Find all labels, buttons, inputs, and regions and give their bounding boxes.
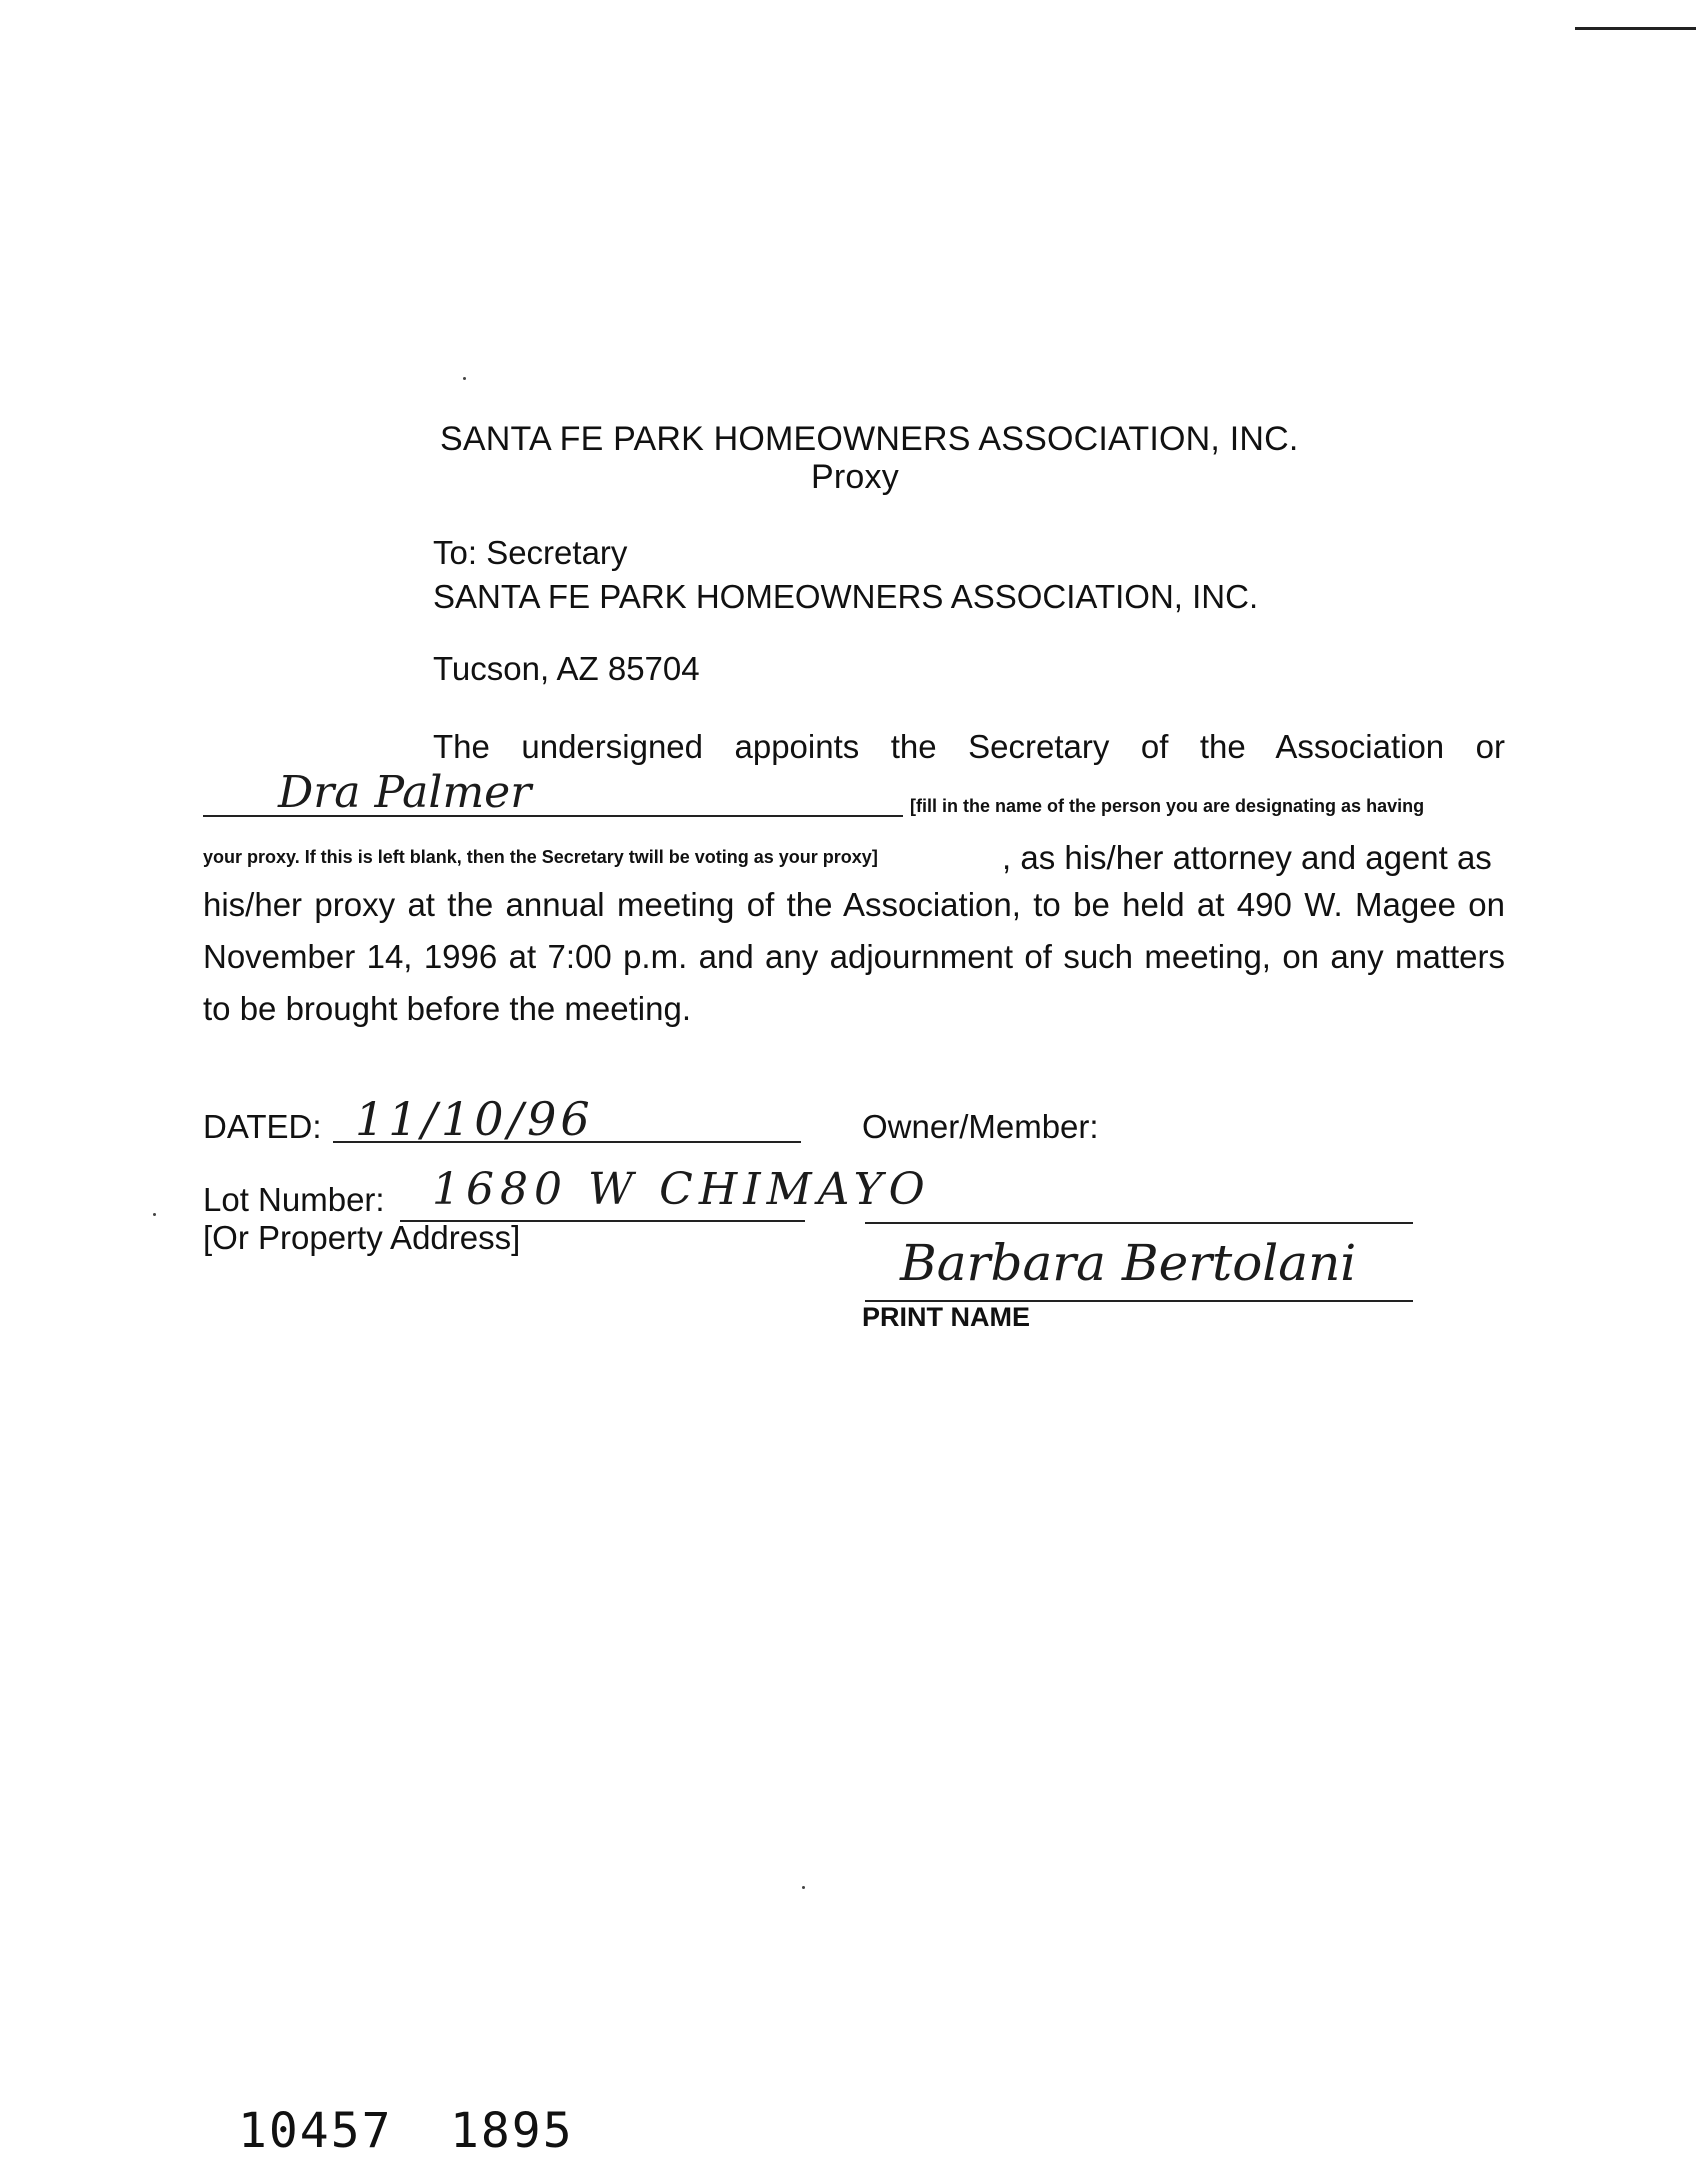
paragraph-line-1: The undersigned appoints the Secretary of the Association or <box>433 728 1505 765</box>
dated-label: DATED: <box>203 1108 322 1145</box>
designee-handwritten: Dra Palmer <box>278 767 532 818</box>
owner-member-label: Owner/Member: <box>862 1108 1099 1145</box>
document-number-1: 10457 <box>238 2103 393 2159</box>
dated-handwritten: 11/10/96 <box>355 1092 594 1146</box>
fill-instruction-1: [fill in the name of the person you are designating as having <box>910 796 1425 816</box>
document-number-2: 1895 <box>450 2103 574 2159</box>
fill-instruction-2: your proxy. If this is left blank, then the Secretary twill be voting as your proxy] <box>203 847 878 867</box>
property-address-label: [Or Property Address] <box>203 1219 521 1256</box>
paragraph-line-4: his/her proxy at the annual meeting of the Association, to be held at 490 W. Magee on <box>203 886 1505 923</box>
print-name-label: PRINT NAME <box>862 1302 1030 1332</box>
header-org-name: SANTA FE PARK HOMEOWNERS ASSOCIATION, INC. <box>440 420 1299 458</box>
to-line: To: Secretary <box>433 534 628 571</box>
paragraph-line-5: November 14, 1996 at 7:00 p.m. and any adjournment of such meeting, on any matters <box>203 938 1505 975</box>
scan-speck <box>802 1886 805 1889</box>
paragraph-line-3-rest: , as his/her attorney and agent as <box>1002 839 1492 876</box>
paragraph-line-6: to be brought before the meeting. <box>203 990 692 1027</box>
scan-corner-mark <box>1575 27 1696 30</box>
lot-number-label: Lot Number: <box>203 1181 385 1218</box>
header-doc-title: Proxy <box>811 458 899 496</box>
scan-speck <box>153 1213 156 1216</box>
print-name-handwritten: Barbara Bertolani <box>900 1234 1357 1292</box>
owner-signature-underline <box>865 1222 1413 1224</box>
address-org-name: SANTA FE PARK HOMEOWNERS ASSOCIATION, INC. <box>433 578 1259 615</box>
city-line: Tucson, AZ 85704 <box>433 650 700 687</box>
lot-number-handwritten: 1680 W CHIMAYO <box>432 1164 931 1215</box>
scan-speck <box>463 377 466 380</box>
